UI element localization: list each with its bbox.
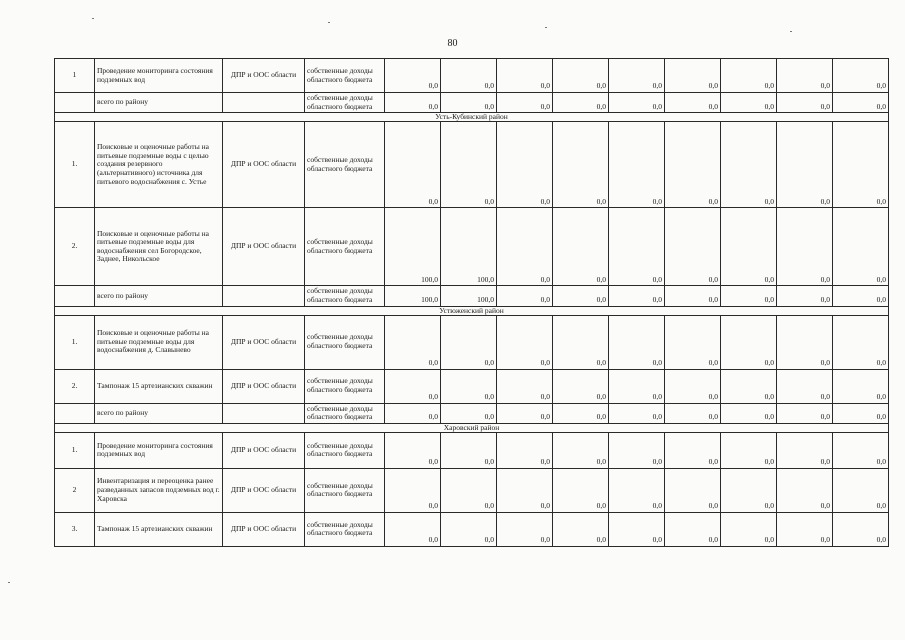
amount-cell: 0,0	[721, 93, 777, 113]
district-total-row	[55, 286, 889, 306]
amount-cell: 0,0	[609, 286, 665, 306]
funding-source: собственные доходы областного бюджета	[305, 468, 385, 512]
amount-cell: 0,0	[385, 468, 441, 512]
amount-cell: 0,0	[441, 315, 497, 369]
amount-cell: 0,0	[721, 286, 777, 306]
amount-cell: 0,0	[497, 122, 553, 208]
row-number: 1.	[55, 315, 95, 369]
table-row	[55, 122, 889, 208]
amount-cell: 0,0	[777, 512, 833, 546]
amount-cell: 0,0	[777, 468, 833, 512]
responsible-org: ДПР и ООС области	[223, 468, 305, 512]
funding-source: собственные доходы областного бюджета	[305, 315, 385, 369]
amount-cell: 0,0	[497, 315, 553, 369]
scan-speck	[328, 22, 330, 23]
activity-name: Проведение мониторинга состояния подземных вод	[95, 432, 223, 468]
amount-cell: 0,0	[665, 315, 721, 369]
amount-cell: 0,0	[609, 315, 665, 369]
amount-cell: 0,0	[721, 403, 777, 423]
amount-cell: 0,0	[665, 208, 721, 286]
amount-cell: 0,0	[609, 208, 665, 286]
responsible-org	[223, 93, 305, 113]
activity-name: Инвентаризация и переоценка ранее разведанных запасов подземных вод г. Харовска	[95, 468, 223, 512]
amount-cell: 0,0	[833, 369, 889, 403]
amount-cell: 0,0	[833, 286, 889, 306]
scan-speck	[8, 582, 10, 583]
amount-cell: 0,0	[833, 315, 889, 369]
table-row	[55, 59, 889, 93]
amount-cell: 0,0	[777, 122, 833, 208]
amount-cell: 0,0	[497, 512, 553, 546]
district-header-row	[55, 113, 889, 122]
amount-cell: 0,0	[833, 403, 889, 423]
amount-cell: 0,0	[833, 432, 889, 468]
funding-source: собственные доходы областного бюджета	[305, 286, 385, 306]
responsible-org: ДПР и ООС области	[223, 208, 305, 286]
amount-cell: 0,0	[833, 59, 889, 93]
amount-cell: 0,0	[665, 468, 721, 512]
amount-cell: 0,0	[609, 59, 665, 93]
amount-cell: 100,0	[441, 208, 497, 286]
row-number: 1.	[55, 432, 95, 468]
amount-cell: 0,0	[665, 59, 721, 93]
amount-cell: 0,0	[833, 122, 889, 208]
district-name: Харовский район	[55, 423, 889, 432]
amount-cell: 0,0	[385, 59, 441, 93]
amount-cell: 0,0	[385, 369, 441, 403]
amount-cell: 0,0	[777, 59, 833, 93]
district-name: Усть-Кубинский район	[55, 113, 889, 122]
amount-cell: 0,0	[609, 93, 665, 113]
activity-name: Тампонаж 15 артезианских скважин	[95, 369, 223, 403]
amount-cell: 0,0	[497, 59, 553, 93]
amount-cell: 0,0	[385, 122, 441, 208]
row-number: 2	[55, 468, 95, 512]
page-number: 80	[447, 38, 458, 49]
amount-cell: 0,0	[777, 286, 833, 306]
amount-cell: 0,0	[609, 432, 665, 468]
responsible-org	[223, 286, 305, 306]
amount-cell: 0,0	[833, 512, 889, 546]
amount-cell: 0,0	[385, 512, 441, 546]
amount-cell: 0,0	[721, 432, 777, 468]
table-row	[55, 315, 889, 369]
amount-cell: 0,0	[385, 403, 441, 423]
funding-source: собственные доходы областного бюджета	[305, 512, 385, 546]
activity-name: Поисковые и оценочные работы на питьевые подземные воды с целью создания резервного (альтернативного) источника для питьевого водоснабжения с. Устье	[95, 122, 223, 208]
amount-cell: 0,0	[497, 468, 553, 512]
amount-cell: 0,0	[665, 432, 721, 468]
amount-cell: 0,0	[665, 286, 721, 306]
activity-name: всего по району	[95, 403, 223, 423]
responsible-org: ДПР и ООС области	[223, 432, 305, 468]
row-number: 3.	[55, 512, 95, 546]
amount-cell: 0,0	[721, 512, 777, 546]
amount-cell: 0,0	[497, 286, 553, 306]
row-number: 1	[55, 59, 95, 93]
amount-cell: 0,0	[553, 512, 609, 546]
responsible-org: ДПР и ООС области	[223, 315, 305, 369]
amount-cell: 0,0	[721, 208, 777, 286]
district-total-row	[55, 403, 889, 423]
amount-cell: 0,0	[721, 315, 777, 369]
amount-cell: 0,0	[441, 468, 497, 512]
amount-cell: 0,0	[441, 93, 497, 113]
activity-name: Тампонаж 15 артезианских скважин	[95, 512, 223, 546]
amount-cell: 0,0	[441, 122, 497, 208]
amount-cell: 0,0	[609, 122, 665, 208]
row-number	[55, 286, 95, 306]
activity-name: Поисковые и оценочные работы на питьевые подземные воды для водоснабжения д. Славынево	[95, 315, 223, 369]
activity-name: Проведение мониторинга состояния подземных вод	[95, 59, 223, 93]
activity-name: всего по району	[95, 286, 223, 306]
funding-source: собственные доходы областного бюджета	[305, 93, 385, 113]
amount-cell: 0,0	[497, 403, 553, 423]
amount-cell: 0,0	[553, 59, 609, 93]
amount-cell: 0,0	[385, 93, 441, 113]
amount-cell: 0,0	[497, 432, 553, 468]
amount-cell: 0,0	[497, 369, 553, 403]
row-number	[55, 403, 95, 423]
amount-cell: 0,0	[833, 93, 889, 113]
amount-cell: 0,0	[665, 93, 721, 113]
table-row	[55, 512, 889, 546]
amount-cell: 0,0	[833, 468, 889, 512]
table-row	[55, 369, 889, 403]
scan-speck	[790, 31, 792, 32]
amount-cell: 0,0	[553, 122, 609, 208]
amount-cell: 0,0	[553, 369, 609, 403]
amount-cell: 0,0	[777, 315, 833, 369]
amount-cell: 0,0	[833, 208, 889, 286]
amount-cell: 100,0	[385, 208, 441, 286]
responsible-org: ДПР и ООС области	[223, 59, 305, 93]
amount-cell: 0,0	[441, 432, 497, 468]
amount-cell: 0,0	[441, 369, 497, 403]
responsible-org: ДПР и ООС области	[223, 369, 305, 403]
amount-cell: 0,0	[553, 432, 609, 468]
amount-cell: 0,0	[553, 286, 609, 306]
amount-cell: 0,0	[553, 93, 609, 113]
scan-speck	[545, 27, 547, 28]
amount-cell: 0,0	[721, 59, 777, 93]
amount-cell: 0,0	[665, 512, 721, 546]
amount-cell: 0,0	[497, 208, 553, 286]
responsible-org: ДПР и ООС области	[223, 512, 305, 546]
amount-cell: 0,0	[665, 122, 721, 208]
amount-cell: 0,0	[441, 59, 497, 93]
table-row	[55, 432, 889, 468]
amount-cell: 100,0	[385, 286, 441, 306]
amount-cell: 0,0	[665, 369, 721, 403]
scan-speck	[92, 18, 94, 19]
amount-cell: 0,0	[497, 93, 553, 113]
district-total-row	[55, 93, 889, 113]
amount-cell: 0,0	[441, 512, 497, 546]
amount-cell: 100,0	[441, 286, 497, 306]
amount-cell: 0,0	[721, 369, 777, 403]
amount-cell: 0,0	[553, 468, 609, 512]
row-number: 2.	[55, 369, 95, 403]
amount-cell: 0,0	[385, 432, 441, 468]
amount-cell: 0,0	[777, 93, 833, 113]
funding-source: собственные доходы областного бюджета	[305, 403, 385, 423]
amount-cell: 0,0	[553, 315, 609, 369]
amount-cell: 0,0	[441, 403, 497, 423]
district-header-row	[55, 423, 889, 432]
amount-cell: 0,0	[721, 122, 777, 208]
activity-name: всего по району	[95, 93, 223, 113]
amount-cell: 0,0	[777, 208, 833, 286]
responsible-org	[223, 403, 305, 423]
activity-name: Поисковые и оценочные работы на питьевые подземные воды для водоснабжения сел Богородское, Заднее, Никольское	[95, 208, 223, 286]
district-name: Устюженский район	[55, 306, 889, 315]
amount-cell: 0,0	[553, 208, 609, 286]
amount-cell: 0,0	[609, 403, 665, 423]
budget-table	[54, 58, 889, 547]
funding-source: собственные доходы областного бюджета	[305, 208, 385, 286]
district-header-row	[55, 306, 889, 315]
amount-cell: 0,0	[609, 369, 665, 403]
row-number	[55, 93, 95, 113]
funding-source: собственные доходы областного бюджета	[305, 432, 385, 468]
table-row	[55, 208, 889, 286]
responsible-org: ДПР и ООС области	[223, 122, 305, 208]
amount-cell: 0,0	[721, 468, 777, 512]
amount-cell: 0,0	[777, 369, 833, 403]
amount-cell: 0,0	[777, 432, 833, 468]
funding-source: собственные доходы областного бюджета	[305, 59, 385, 93]
amount-cell: 0,0	[609, 512, 665, 546]
funding-source: собственные доходы областного бюджета	[305, 369, 385, 403]
row-number: 1.	[55, 122, 95, 208]
amount-cell: 0,0	[553, 403, 609, 423]
amount-cell: 0,0	[777, 403, 833, 423]
amount-cell: 0,0	[609, 468, 665, 512]
table-row	[55, 468, 889, 512]
row-number: 2.	[55, 208, 95, 286]
amount-cell: 0,0	[665, 403, 721, 423]
amount-cell: 0,0	[385, 315, 441, 369]
funding-source: собственные доходы областного бюджета	[305, 122, 385, 208]
